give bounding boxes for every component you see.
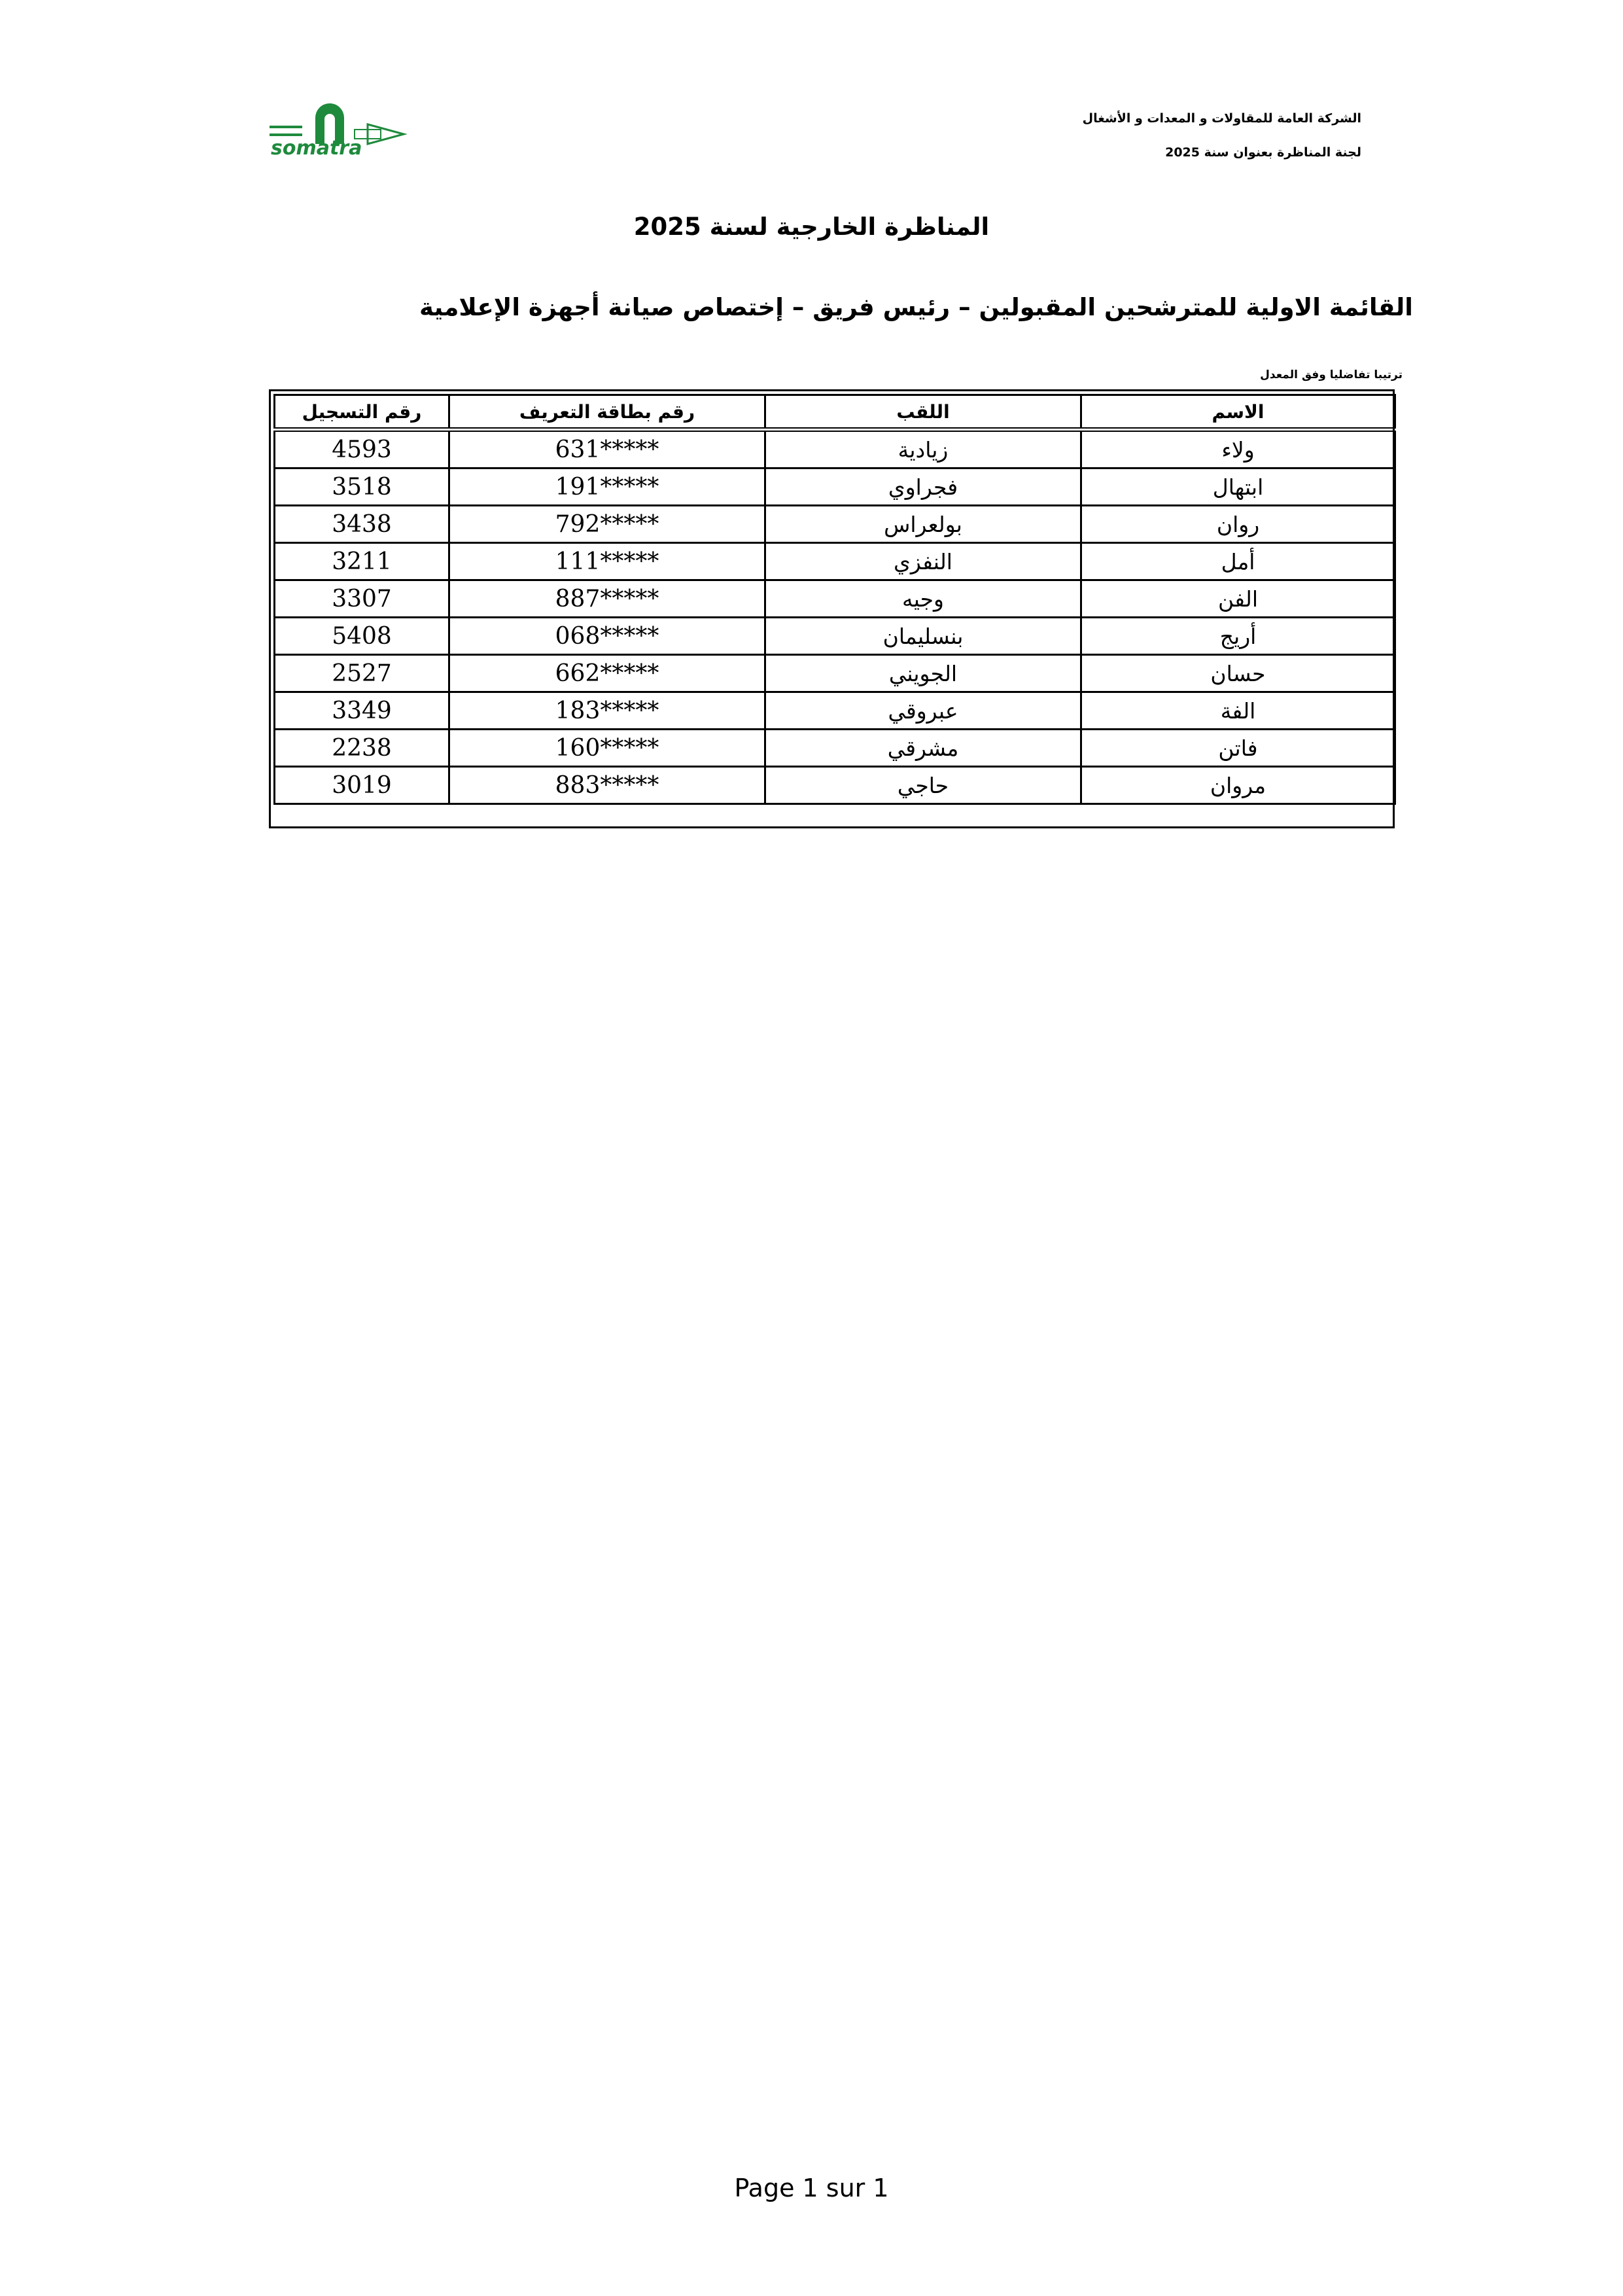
cell-registration: 5408 xyxy=(275,618,449,655)
company-header xyxy=(903,101,1361,169)
cell-id-card: *****887 xyxy=(449,580,765,618)
cell-name: أمل xyxy=(1081,543,1395,580)
table-row xyxy=(275,692,1395,730)
cell-id-card: *****183 xyxy=(449,692,765,730)
cell-id-card: *****160 xyxy=(449,730,765,767)
cell-name: الفن xyxy=(1081,580,1395,618)
sort-note: ترتيبا تفاضليا وفق المعدل xyxy=(1260,368,1403,381)
table-row xyxy=(275,618,1395,655)
cell-id-card: *****191 xyxy=(449,468,765,506)
cell-registration: 3019 xyxy=(275,767,449,804)
cell-name: ابتهال xyxy=(1081,468,1395,506)
cell-surname: حاجي xyxy=(765,767,1081,804)
cell-surname: بنسليمان xyxy=(765,618,1081,655)
cell-name: روان xyxy=(1081,506,1395,543)
cell-registration: 3518 xyxy=(275,468,449,506)
cell-registration: 3307 xyxy=(275,580,449,618)
company-logo xyxy=(270,98,407,157)
page-title: المناظرة الخارجية لسنة 2025 xyxy=(633,213,990,241)
cell-registration: 2238 xyxy=(275,730,449,767)
cell-surname: بولعراس xyxy=(765,506,1081,543)
cell-registration: 3211 xyxy=(275,543,449,580)
candidates-table xyxy=(273,394,1396,805)
table-row xyxy=(275,543,1395,580)
cell-registration: 3349 xyxy=(275,692,449,730)
company-name: الشركة العامة للمقاولات و المعدات و الأشغال xyxy=(1082,111,1361,126)
candidates-table-frame xyxy=(269,389,1395,828)
cell-surname: فجراوي xyxy=(765,468,1081,506)
cell-id-card: *****662 xyxy=(449,655,765,692)
cell-name: فاتن xyxy=(1081,730,1395,767)
committee-name: لجنة المناظرة بعنوان سنة 2025 xyxy=(1165,145,1361,160)
header-registration: رقم التسجيل xyxy=(275,395,449,430)
cell-surname: مشرقي xyxy=(765,730,1081,767)
cell-name: مروان xyxy=(1081,767,1395,804)
logo-text: somatra xyxy=(271,137,362,157)
header-id-card: رقم بطاقة التعريف xyxy=(449,395,765,430)
table-header-row xyxy=(275,395,1395,430)
cell-id-card: *****111 xyxy=(449,543,765,580)
page-subtitle: القائمة الاولية للمترشحين المقبولين – رئيس فريق – إختصاص صيانة أجهزة الإعلامية xyxy=(419,293,1413,321)
cell-id-card: *****631 xyxy=(449,430,765,468)
table-row xyxy=(275,767,1395,804)
cell-registration: 3438 xyxy=(275,506,449,543)
cell-surname: عبروقي xyxy=(765,692,1081,730)
table-row xyxy=(275,468,1395,506)
page-footer: Page 1 sur 1 xyxy=(734,2174,889,2202)
cell-name: أريج xyxy=(1081,618,1395,655)
cell-id-card: *****883 xyxy=(449,767,765,804)
cell-id-card: *****792 xyxy=(449,506,765,543)
cell-name: حسان xyxy=(1081,655,1395,692)
header-name: الاسم xyxy=(1081,395,1395,430)
table-row xyxy=(275,580,1395,618)
table-row xyxy=(275,506,1395,543)
cell-surname: وجيه xyxy=(765,580,1081,618)
cell-surname: الجويني xyxy=(765,655,1081,692)
cell-surname: النفزي xyxy=(765,543,1081,580)
header-surname: اللقب xyxy=(765,395,1081,430)
cell-id-card: *****068 xyxy=(449,618,765,655)
table-row xyxy=(275,655,1395,692)
cell-name: الفة xyxy=(1081,692,1395,730)
table-row xyxy=(275,730,1395,767)
table-row xyxy=(275,430,1395,468)
cell-registration: 4593 xyxy=(275,430,449,468)
cell-name: ولاء xyxy=(1081,430,1395,468)
cell-surname: زيادية xyxy=(765,430,1081,468)
cell-registration: 2527 xyxy=(275,655,449,692)
